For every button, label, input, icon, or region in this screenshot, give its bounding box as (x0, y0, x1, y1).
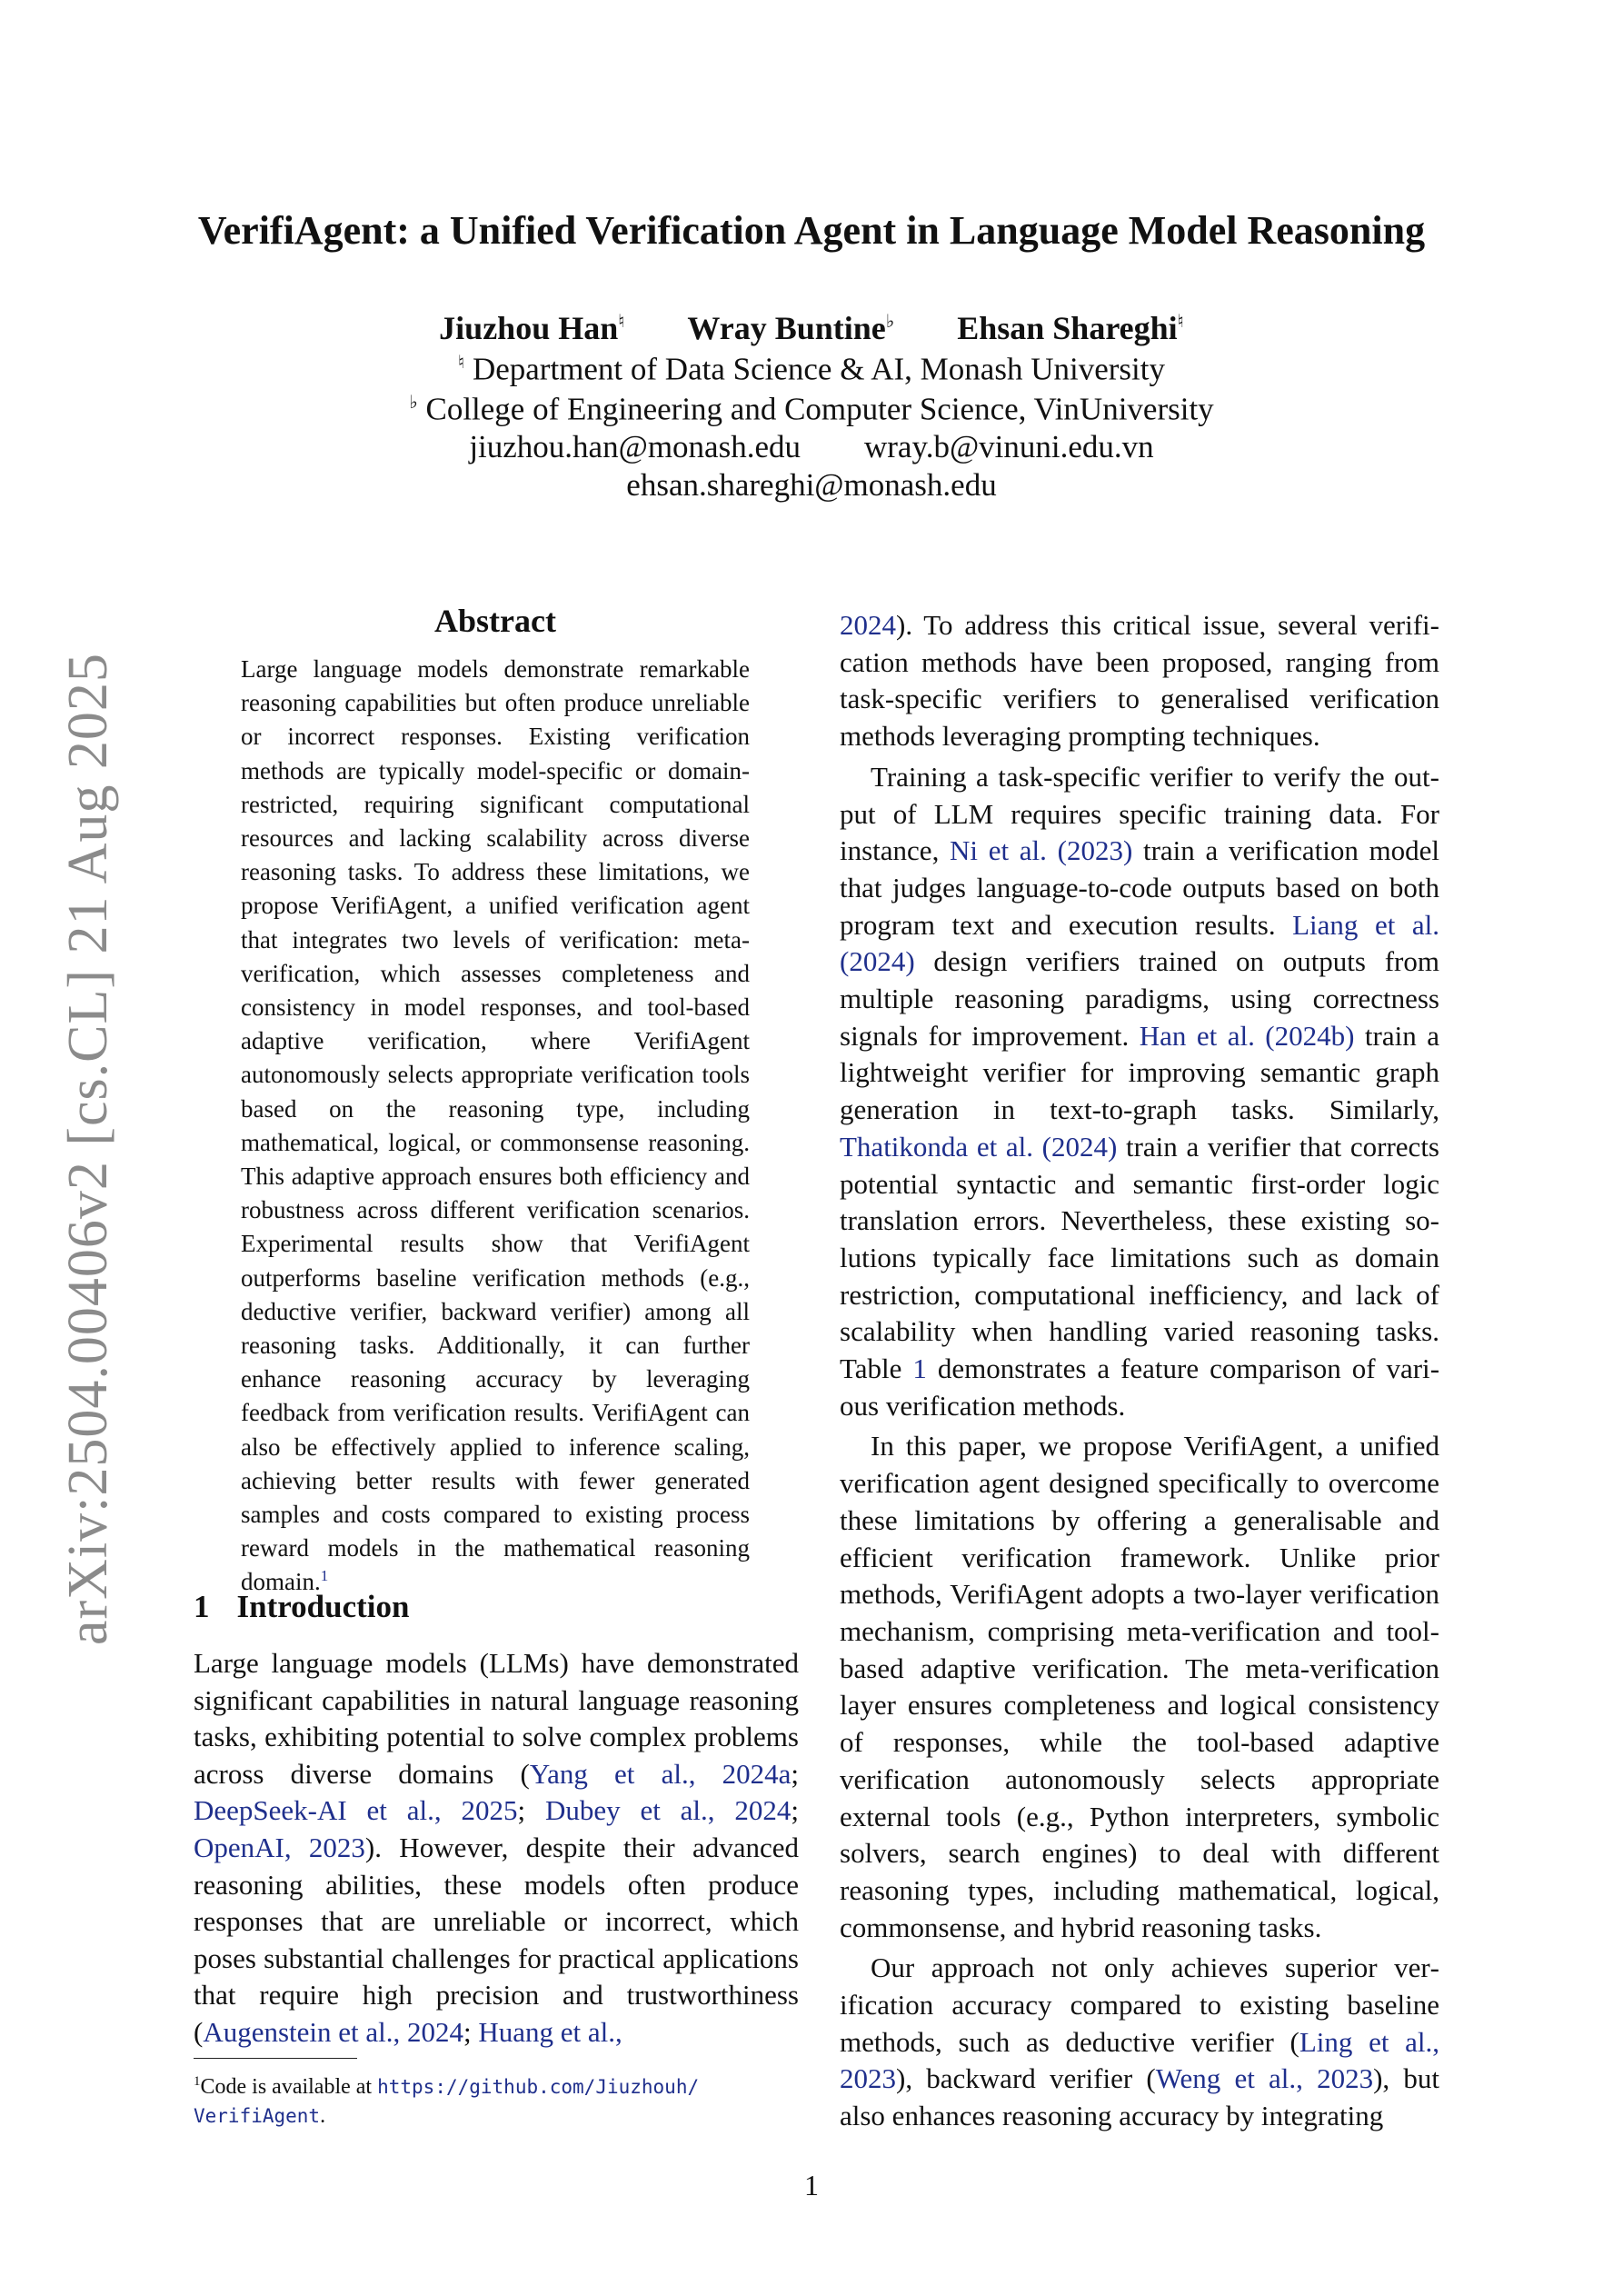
citation-link[interactable]: Han et al. (2024b) (1139, 1019, 1355, 1052)
citation-link[interactable]: 2024 (840, 609, 896, 641)
citation-link[interactable]: Dubey et al., 2024 (544, 1794, 792, 1827)
abstract-text: Large language models demonstrate remarkable reasoning capabilities but often produce unreliable or incorrect responses. Existing verification methods are typically model-specific or domain-restricted, requiring significant computational resources and lacking scalability across diverse reasoning tasks. To address these limitations, we propose VerifiAgent, a unified verification agent that integrates two levels of verification: meta-verification, which assesses completeness and consistency in model responses, and tool-based adaptive verification, where VerifiAgent autonomously selects appropriate verification tools based on the reasoning type, including mathematical, logical, or commonsense reasoning. This adaptive approach ensures both efficiency and robustness across different verification scenarios. Experimental results show that VerifiAgent outperforms baseline verification methods (e.g., deductive verifier, backward verifier) among all reasoning tasks. Additionally, it can further enhance reasoning accuracy by leveraging feedback from verification results. VerifiAgent can also be effectively applied to inference scaling, achieving better results with fewer generated samples and costs compared to existing process reward models in the mathematical reasoning domain.$^1$ (241, 655, 750, 1596)
footnote-marker[interactable]: 1 (320, 1567, 329, 1585)
arxiv-identifier: arXiv:2504.00406v2 [cs.CL] 21 Aug 2025 (57, 653, 119, 1645)
author-2: Wray Buntine♭ (687, 310, 895, 346)
table-reference-link[interactable]: 1 (912, 1353, 927, 1385)
author-1: Jiuzhou Han♮ (439, 310, 625, 346)
email-1: jiuzhou.han@monash.edu (469, 429, 801, 464)
citation-link[interactable]: Weng et al., 2023 (1155, 2062, 1374, 2095)
code-url-link[interactable]: https://github.com/Jiuzhouh/ (377, 2076, 700, 2098)
footnote: $^1$Code is available at https://github.com/Jiuzhouh/ VerifiAgent. (194, 2074, 700, 2128)
citation-link[interactable]: Augenstein et al., 2024 (203, 2015, 464, 2048)
author-3: Ehsan Shareghi♮ (957, 310, 1184, 346)
author-emails (0, 429, 1623, 465)
email-2: wray.b@vinuni.edu.vn (864, 429, 1154, 464)
footnote-divider (194, 2058, 357, 2059)
citation-link[interactable]: Liang et al. (2024) (840, 908, 1439, 978)
code-url-link[interactable]: VerifiAgent (194, 2105, 321, 2127)
paragraph: Training a task-specific verifier to verify the output of LLM requires specific training data. For instance, Ni et al. (2023) train a verification model that judges language-to-code outputs based on both program text and execution results. Liang et al. (2024) design verifiers trained on outputs from multiple reasoning paradigms, using correctness signals for improvement. Han et al. (2024b) train a lightweight verifier for improving semantic graph generation in text-to-graph tasks. Similarly, Thatikonda et al. (2024) train a verifier that corrects potential syntactic and semantic first-order logic translation errors. Nevertheless, these existing solutions typically face limitations such as domain restriction, computational inefficiency, and lack of scalability when handling varied reasoning tasks. Table 1 demonstrates a feature comparison of various verification methods. (840, 760, 1440, 1422)
citation-link[interactable]: Ni et al. (2023) (950, 834, 1133, 867)
abstract-heading: Abstract (434, 603, 556, 639)
paragraph: Our approach not only achieves superior verification accuracy compared to existing baseline methods, such as deductive verifier (Ling et al., 2023), backward verifier (Weng et al., 2023), but also enhances reasoning accuracy by integrating (840, 1952, 1439, 2132)
citation-link[interactable]: OpenAI, 2023 (194, 1831, 365, 1863)
citation-link[interactable]: Yang et al., 2024a (529, 1757, 792, 1790)
citation-link[interactable]: DeepSeek-AI et al., 2025 (194, 1794, 518, 1827)
paper-title: VerifiAgent: a Unified Verification Agent in Language Model Reasoning (197, 208, 1426, 253)
right-column (840, 607, 1439, 2135)
citation-link[interactable]: Huang et al., (478, 2015, 622, 2048)
section-heading-introduction: 1 Introduction (194, 1589, 410, 1624)
affiliation-2: ♭ College of Engineering and Computer Science, VinUniversity (409, 391, 1214, 427)
citation-link[interactable]: Thatikonda et al. (2024) (840, 1130, 1118, 1163)
page-number: 1 (804, 2169, 819, 2201)
email-3: ehsan.shareghi@monash.edu (626, 467, 997, 503)
citation-link[interactable]: Ling et al., 2023 (840, 2025, 1439, 2095)
author-list (0, 309, 1623, 347)
introduction-paragraph: Large language models (LLMs) have demonstrated significant capabilities in natural language reasoning tasks, exhibiting potential to solve complex problems across diverse domains (Yang et al., 2024a; DeepSeek-AI et al., 2025; Dubey et al., 2024; OpenAI, 2023). However, despite their advanced reasoning abilities, these models often produce responses that are unreliable or incorrect, which poses substantial challenges for practical applications that require high precision and trustworthiness (Augenstein et al., 2024; Huang et al., (194, 1647, 799, 2048)
paragraph: In this paper, we propose VerifiAgent, a unified verification agent designed specifically to overcome these limitations by offering a generalisable and efficient verification framework. Unlike prior methods, VerifiAgent adopts a two-layer verification mechanism, comprising meta-verification and tool-based adaptive verification. The meta-verification layer ensures completeness and logical consistency of responses, while the tool-based adaptive verification autonomously selects appropriate external tools (e.g., Python interpreters, symbolic solvers, search engines) to deal with different reasoning types, including mathematical, logical, commonsense, and hybrid reasoning tasks. (840, 1430, 1439, 1943)
paragraph: 2024). To address this critical issue, several verification methods have been proposed, ranging from task-specific verifiers to generalised verification methods leveraging prompting techniques. (840, 609, 1439, 753)
affiliation-1: ♮ Department of Data Science & AI, Monash University (458, 351, 1165, 387)
